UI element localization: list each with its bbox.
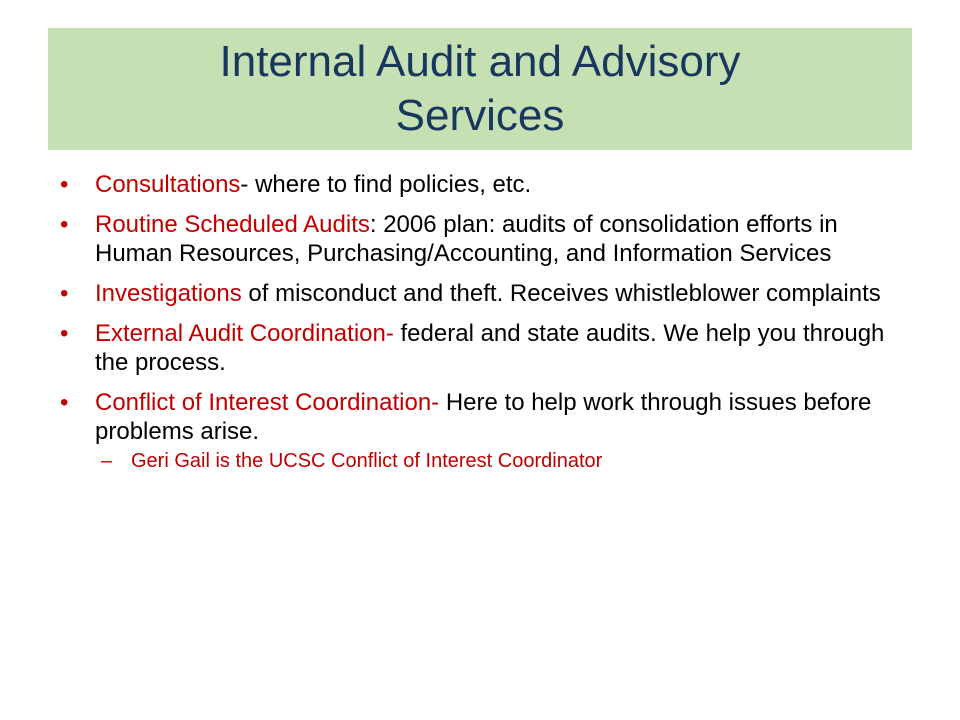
bullet-icon: • (60, 320, 69, 347)
bullet-list (60, 170, 890, 484)
bullet-text: - where to find policies, etc. (240, 171, 532, 198)
bullet-highlight: Routine Scheduled Audits (95, 211, 370, 238)
sub-bullet-text: Geri Gail is the UCSC Conflict of Interest Coordinator (131, 450, 603, 472)
bullet-item-external-audit (60, 319, 890, 377)
title-banner (48, 28, 912, 150)
bullet-item-routine-audits (60, 210, 890, 268)
bullet-icon: • (60, 171, 69, 198)
bullet-item-consultations (60, 170, 890, 199)
slide-title: Internal Audit and Advisory Services (219, 37, 741, 140)
bullet-highlight: External Audit Coordination- (95, 320, 394, 347)
sub-bullet-list (95, 449, 890, 473)
bullet-highlight: Conflict of Interest Coordination- (95, 389, 440, 416)
bullet-text: Here to help work through issues before problems arise. (95, 389, 872, 445)
bullet-icon: • (60, 280, 69, 307)
bullet-item-conflict-of-interest (60, 388, 890, 473)
bullet-icon: • (60, 389, 69, 416)
bullet-text: of misconduct and theft. Receives whistleblower complaints (241, 280, 881, 307)
bullet-item-investigations (60, 279, 890, 308)
bullet-highlight: Consultations (95, 171, 241, 198)
bullet-highlight: Investigations (95, 280, 242, 307)
bullet-text: : 2006 plan: audits of consolidation efforts in Human Resources, Purchasing/Accounting, and Information Services (95, 211, 838, 267)
sub-bullet-coordinator (95, 449, 890, 473)
bullet-text: federal and state audits. We help you through the process. (95, 320, 885, 376)
dash-icon: – (101, 450, 113, 472)
bullet-icon: • (60, 211, 69, 238)
